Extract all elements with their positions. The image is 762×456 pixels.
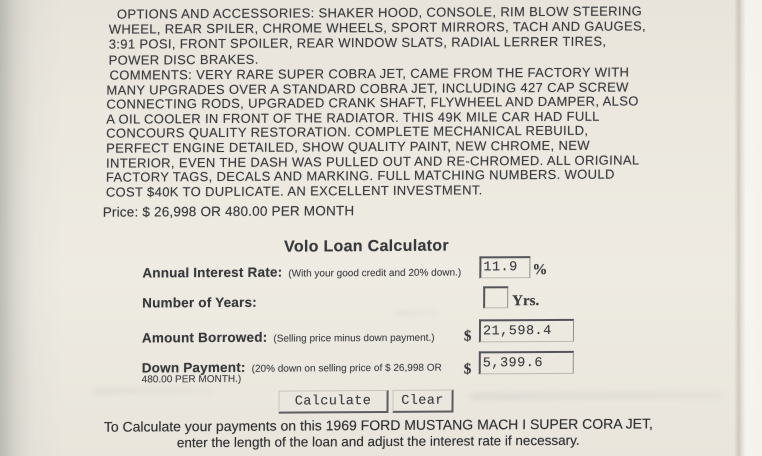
calculate-button[interactable]: Calculate <box>278 390 388 414</box>
comments-line: INTERIOR, EVEN THE DASH WAS PULLED OUT AND RE-CHROMED. ALL ORIGINAL <box>105 151 640 171</box>
interest-rate-row <box>142 263 461 283</box>
footer-instruction-line2: enter the length of the loan and adjust the interest rate if necessary. <box>176 432 580 451</box>
options-line: 3:91 POSI, FRONT SPOILER, REAR WINDOW SLATS, RADIAL LERRER TIRES, <box>108 34 607 53</box>
comments-line: FACTORY TAGS, DECALS AND MARKING. FULL MATCHING NUMBERS. WOULD <box>105 166 615 185</box>
options-line: WHEEL, REAR SPILER, CHROME WHEELS, SPORT MIRRORS, TACH AND GAUGES, <box>108 18 647 37</box>
comments-line: MANY UPGRADES OVER A STANDARD COBRA JET, INCLUDING 427 CAP SCREW <box>106 79 629 98</box>
comments-line: COST $40K TO DUPLICATE. AN EXCELLENT INVESTMENT. <box>105 182 483 200</box>
down-payment-input[interactable] <box>479 351 574 375</box>
number-of-years-input[interactable] <box>483 286 508 308</box>
amount-borrowed-note: (Selling price minus down payment.) <box>273 332 435 345</box>
number-of-years-row <box>142 294 257 313</box>
amount-borrowed-row <box>142 328 435 348</box>
comments-line: PERFECT ENGINE DETAILED, SHOW QUALITY PAINT, NEW CHROME, NEW <box>106 137 590 156</box>
down-payment-label: Down Payment: <box>141 359 246 376</box>
bleed-through-smudge <box>396 311 438 315</box>
options-line: OPTIONS AND ACCESSORIES: SHAKER HOOD, CONSOLE, RIM BLOW STEERING <box>116 3 643 22</box>
number-of-years-label: Number of Years: <box>142 294 257 311</box>
calculator-title: Volo Loan Calculator <box>284 237 449 256</box>
dollar-sign: $ <box>463 328 472 345</box>
down-payment-note-continued: 480.00 PER MONTH.) <box>141 373 242 386</box>
comments-paragraph <box>106 65 640 200</box>
clear-button[interactable]: Clear <box>392 390 453 413</box>
options-paragraph <box>109 3 647 67</box>
interest-rate-input[interactable] <box>479 256 530 278</box>
amount-borrowed-input[interactable] <box>479 319 574 343</box>
comments-line: CONNECTING RODS, UPGRADED CRANK SHAFT, FLYWHEEL AND DAMPER, ALSO <box>106 93 639 112</box>
years-unit-label: Yrs. <box>512 293 540 310</box>
comments-line: CONCOURS QUALITY RESTORATION. COMPLETE MECHANICAL REBUILD, <box>106 123 589 142</box>
comments-line: COMMENTS: VERY RARE SUPER COBRA JET, CAME FROM THE FACTORY WITH <box>109 64 630 83</box>
bleed-through-smudge <box>470 391 725 401</box>
footer-instruction-line1: To Calculate your payments on this 1969 FORD MUSTANG MACH I SUPER CORA JET, <box>103 415 653 435</box>
interest-rate-label: Annual Interest Rate: <box>142 264 283 281</box>
down-payment-note: (20% down on selling price of $ 26,998 OR <box>251 362 442 375</box>
price-line: Price: $ 26,998 OR 480.00 PER MONTH <box>102 203 355 220</box>
comments-line: A OIL COOLER IN FRONT OF THE RADIATOR. THIS 49K MILE CAR HAD FULL <box>106 108 600 127</box>
options-line: POWER DISC BRAKES. <box>108 51 259 68</box>
dollar-sign: $ <box>463 361 472 378</box>
percent-unit-label: % <box>532 261 548 279</box>
amount-borrowed-label: Amount Borrowed: <box>141 329 268 346</box>
bleed-through-smudge <box>94 387 214 395</box>
interest-rate-note: (With your good credit and 20% down.) <box>288 267 462 280</box>
